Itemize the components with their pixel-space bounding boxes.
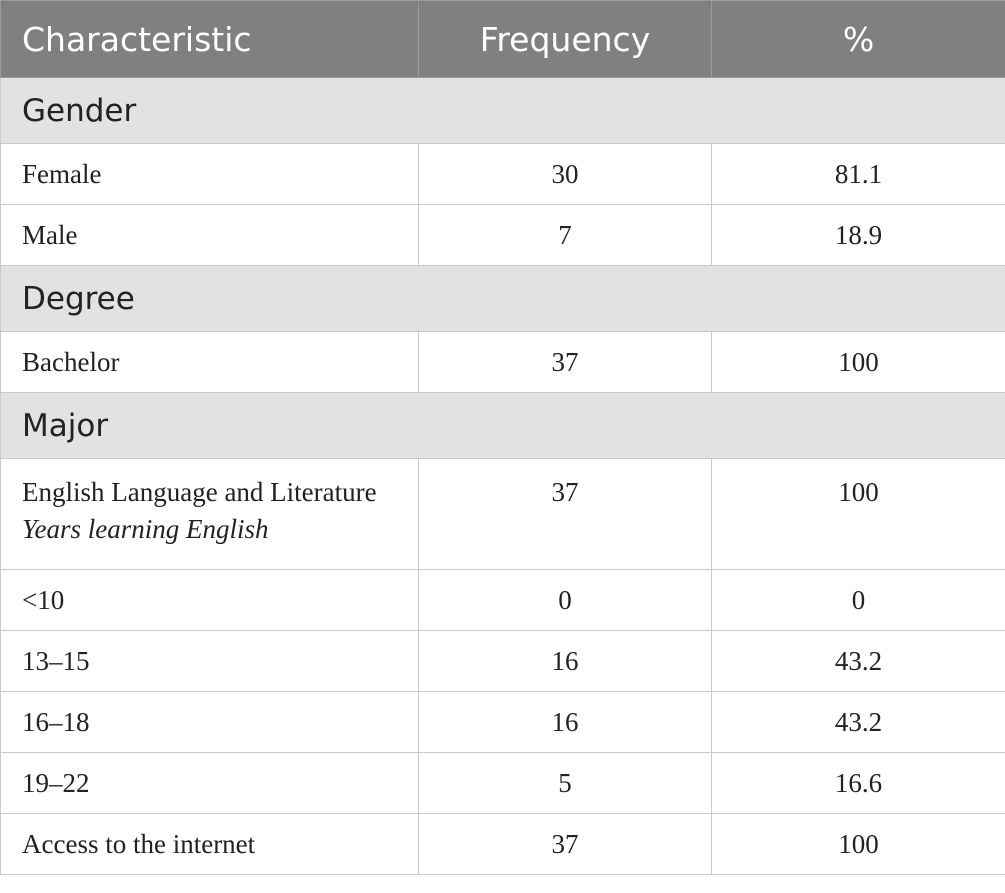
row-percent: 0 bbox=[712, 570, 1005, 631]
row-frequency: 16 bbox=[419, 631, 712, 692]
section-title: Major bbox=[1, 393, 1005, 459]
table-row bbox=[1, 753, 1005, 814]
section-title: Gender bbox=[1, 78, 1005, 144]
row-label: Male bbox=[1, 205, 419, 266]
table-row bbox=[1, 205, 1005, 266]
section-row-degree bbox=[1, 266, 1005, 332]
row-label: Access to the internet bbox=[1, 814, 419, 875]
row-percent-value: 100 bbox=[838, 477, 879, 507]
row-frequency: 5 bbox=[419, 753, 712, 814]
table-row bbox=[1, 814, 1005, 875]
row-frequency bbox=[419, 459, 712, 570]
row-percent: 81.1 bbox=[712, 144, 1005, 205]
row-frequency: 16 bbox=[419, 692, 712, 753]
row-label: Bachelor bbox=[1, 332, 419, 393]
row-label-cell bbox=[1, 459, 419, 570]
table-row bbox=[1, 144, 1005, 205]
row-frequency: 7 bbox=[419, 205, 712, 266]
row-percent: 43.2 bbox=[712, 692, 1005, 753]
row-percent: 16.6 bbox=[712, 753, 1005, 814]
row-frequency: 37 bbox=[419, 332, 712, 393]
row-label: 13–15 bbox=[1, 631, 419, 692]
row-percent: 100 bbox=[712, 332, 1005, 393]
table-row bbox=[1, 692, 1005, 753]
table-row bbox=[1, 631, 1005, 692]
table-row bbox=[1, 570, 1005, 631]
table-row bbox=[1, 459, 1005, 570]
header-percent: % bbox=[712, 1, 1005, 78]
row-percent: 18.9 bbox=[712, 205, 1005, 266]
row-label: 19–22 bbox=[1, 753, 419, 814]
row-label: English Language and Literature bbox=[22, 477, 377, 507]
table-row bbox=[1, 332, 1005, 393]
row-frequency-value: 37 bbox=[551, 477, 579, 507]
row-percent: 43.2 bbox=[712, 631, 1005, 692]
row-frequency: 30 bbox=[419, 144, 712, 205]
section-row-gender bbox=[1, 78, 1005, 144]
row-label: 16–18 bbox=[1, 692, 419, 753]
section-row-major bbox=[1, 393, 1005, 459]
row-frequency: 37 bbox=[419, 814, 712, 875]
row-frequency: 0 bbox=[419, 570, 712, 631]
row-label: Female bbox=[1, 144, 419, 205]
header-row bbox=[1, 1, 1005, 78]
row-percent: 100 bbox=[712, 814, 1005, 875]
header-frequency: Frequency bbox=[419, 1, 712, 78]
header-characteristic: Characteristic bbox=[1, 1, 419, 78]
row-label: <10 bbox=[1, 570, 419, 631]
section-title: Degree bbox=[1, 266, 1005, 332]
row-sublabel: Years learning English bbox=[22, 514, 269, 544]
row-percent bbox=[712, 459, 1005, 570]
